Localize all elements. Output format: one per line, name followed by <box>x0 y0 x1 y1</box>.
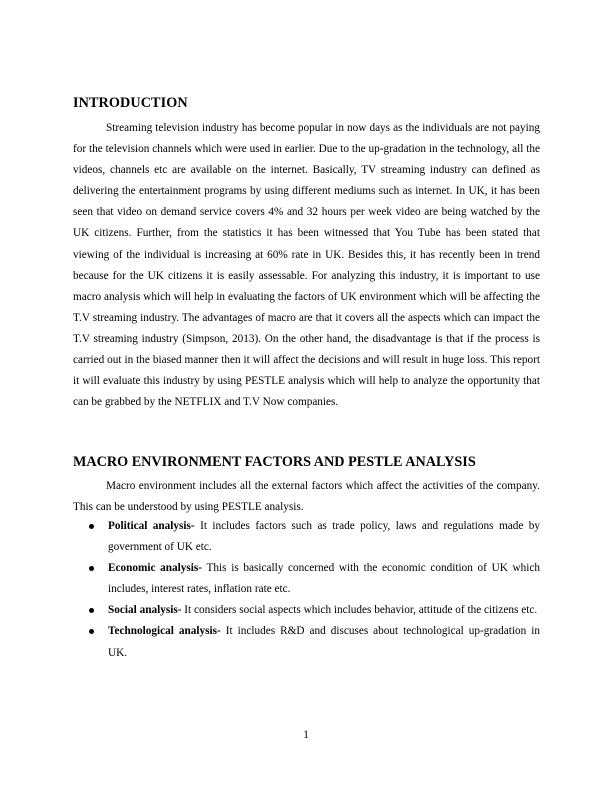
bullet-icon <box>89 608 94 613</box>
bullet-text: This is basically concerned with the economic condition of UK which includes, interest rates, inflation rate etc. <box>108 562 540 596</box>
macro-environment-paragraph: Macro environment includes all the external factors which affect the activities of the company. This can be understood by using PESTLE analysis. <box>73 480 540 514</box>
pestle-bullet-list <box>73 516 540 664</box>
bullet-text: It includes R&D and discuses about technological up-gradation in UK. <box>108 625 540 659</box>
bullet-icon <box>89 629 94 634</box>
bullet-icon <box>89 566 94 571</box>
introduction-heading: INTRODUCTION <box>73 95 188 111</box>
list-item-technological <box>73 621 540 663</box>
introduction-paragraph: Streaming television industry has become popular in now days as the individuals are not paying for the television channels which were used in earlier. Due to the up-gradation in the technology, all the videos, channels etc are available on the internet. Basically, TV streaming industry can defined as delivering the entertainment programs by using different mediums such as internet. In UK, it has been seen that video on demand service covers 4% and 32 hours per week video are being watched by the UK citizens. Further, from the statistics it has been witnessed that You Tube has been stated that viewing of the individual is increasing at 60% rate in UK. Besides this, it has recently been in trend because for the UK citizens it is easily assessable. For analyzing this industry, it is important to use macro analysis which will help in evaluating the factors of UK environment which will be affecting the T.V streaming industry. The advantages of macro are that it covers all the aspects which can impact the T.V streaming industry (Simpson, 2013). On the other hand, the disadvantage is that if the process is carried out in the biased manner then it will affect the decisions and will result in huge loss. This report it will evaluate this industry by using PESTLE analysis which will help to analyze the opportunity that can be grabbed by the NETFLIX and T.V Now companies. <box>73 122 540 409</box>
bullet-text: It includes factors such as trade policy, laws and regulations made by government of UK etc. <box>108 520 540 554</box>
list-item-political <box>73 516 540 558</box>
bullet-term: Social analysis- <box>108 604 182 617</box>
bullet-text: It considers social aspects which includes behavior, attitude of the citizens etc. <box>181 604 538 617</box>
bullet-icon <box>89 524 94 529</box>
macro-environment-heading: MACRO ENVIRONMENT FACTORS AND PESTLE ANALYSIS <box>73 454 476 470</box>
list-item-economic <box>73 558 540 600</box>
list-item-social <box>73 600 540 621</box>
bullet-term: Technological analysis- <box>108 625 221 638</box>
bullet-term: Economic analysis- <box>108 562 203 575</box>
bullet-term: Political analysis- <box>108 520 195 532</box>
page-number: 1 <box>303 729 309 741</box>
